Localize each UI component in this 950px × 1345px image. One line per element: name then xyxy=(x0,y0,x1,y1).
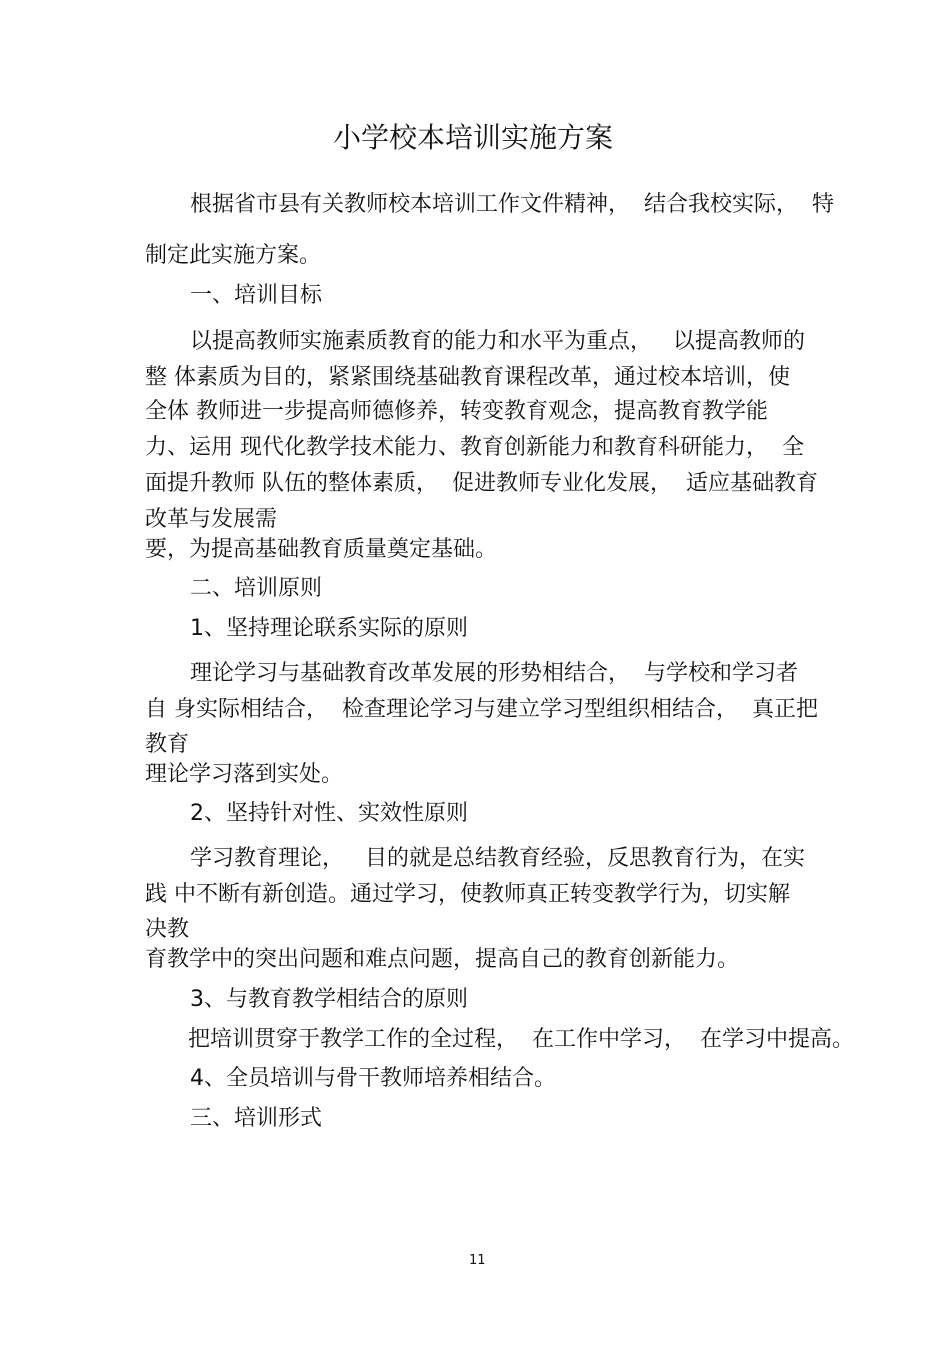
principle-1-line: 自 身实际相结合， 检查理论学习与建立学习型组织相结合， 真正把 xyxy=(145,697,818,722)
goals-paragraph-line: 要，为提高基础教育质量奠定基础。 xyxy=(145,537,498,562)
principle-1-heading: 1、坚持理论联系实际的原则 xyxy=(190,616,468,641)
goals-paragraph-line: 以提高教师实施素质教育的能力和水平为重点， 以提高教师的 xyxy=(190,329,805,354)
section-heading-goals: 一、培训目标 xyxy=(190,283,323,308)
principle-2-heading: 2、坚持针对性、实效性原则 xyxy=(190,801,468,826)
intro-line-1: 根据省市县有关教师校本培训工作文件精神， 结合我校实际， 特 xyxy=(190,192,834,217)
principle-3-heading: 3、与教育教学相结合的原则 xyxy=(190,987,468,1012)
section-heading-principles: 二、培训原则 xyxy=(190,576,323,601)
section-heading-forms: 三、培训形式 xyxy=(190,1106,323,1131)
principle-1-line: 教育 xyxy=(145,732,190,757)
principle-2-line: 践 中不断有新创造。通过学习，使教师真正转变教学行为，切实解 xyxy=(145,882,790,907)
goals-paragraph-line: 整 体素质为目的，紧紧围绕基础教育课程改革，通过校本培训，使 xyxy=(145,365,790,390)
goals-paragraph-line: 面提升教师 队伍的整体素质， 促进教师专业化发展， 适应基础教育 xyxy=(145,471,818,496)
principle-1-line: 理论学习落到实处。 xyxy=(145,762,344,787)
principle-2-line: 育教学中的突出问题和难点问题，提高自己的教育创新能力。 xyxy=(145,947,740,972)
document-title: 小学校本培训实施方案 xyxy=(333,121,614,154)
principle-4-heading: 4、全员培训与骨干教师培养相结合。 xyxy=(190,1066,556,1091)
principle-1-line: 理论学习与基础教育改革发展的形势相结合， 与学校和学习者 xyxy=(190,661,798,686)
goals-paragraph-line: 全体 教师进一步提高师德修养，转变教育观念，提高教育教学能 xyxy=(145,399,768,424)
principle-2-line: 学习教育理论， 目的就是总结教育经验，反思教育行为，在实 xyxy=(190,846,805,871)
goals-paragraph-line: 改革与发展需 xyxy=(145,507,278,532)
intro-line-2: 制定此实施方案。 xyxy=(145,243,322,268)
page-number: 11 xyxy=(469,1253,486,1268)
principle-2-line: 决教 xyxy=(145,917,190,942)
goals-paragraph-line: 力、运用 现代化教学技术能力、教育创新能力和教育科研能力， 全 xyxy=(145,435,804,460)
principle-3-line: 把培训贯穿于教学工作的全过程， 在工作中学习， 在学习中提高。 xyxy=(188,1027,854,1052)
